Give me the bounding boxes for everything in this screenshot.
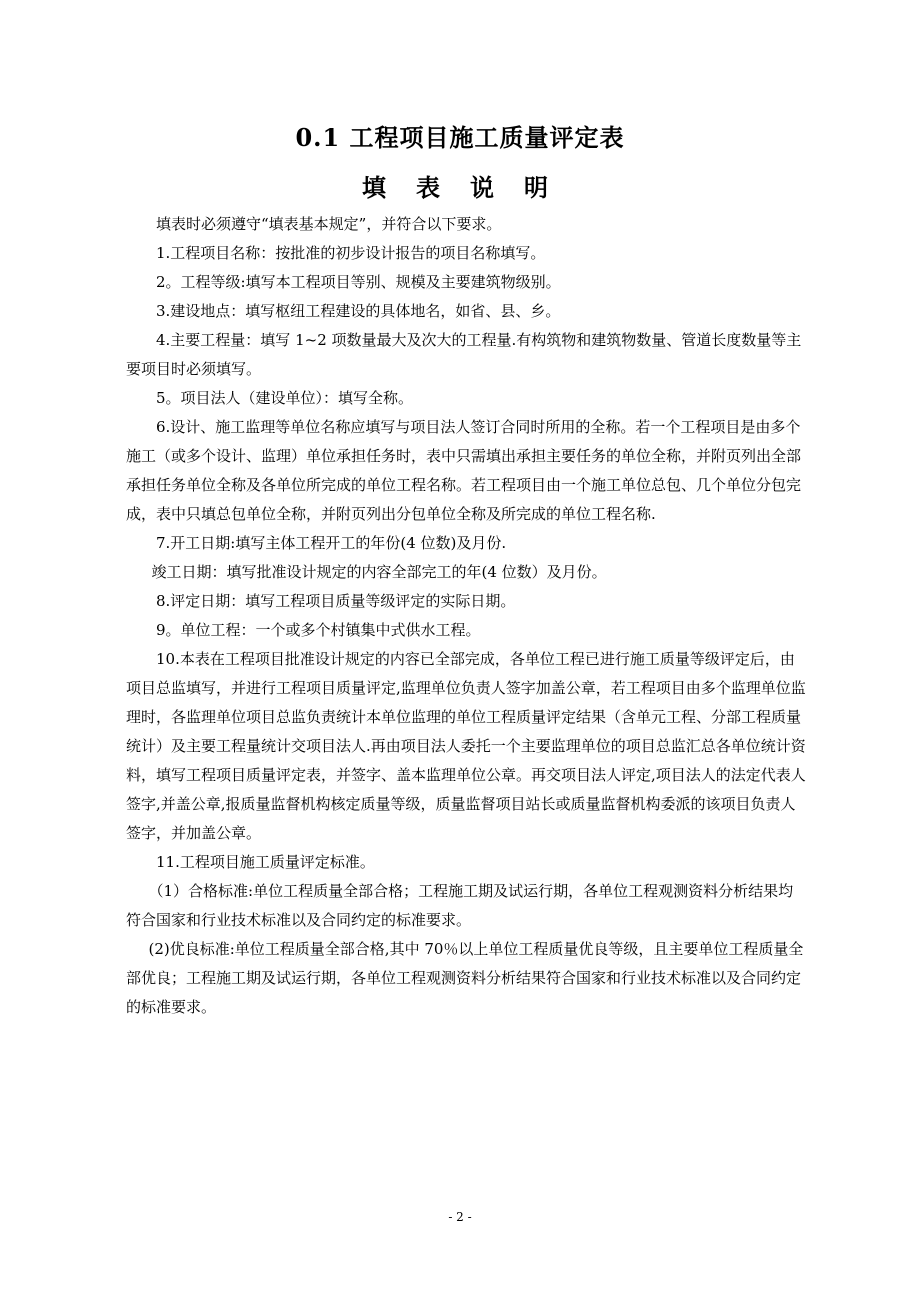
paragraph-11-pass-standard: （1）合格标准:单位工程质量全部合格；工程施工期及试运行期，各单位工程观测资料分析结果均符合国家和行业技术标准以及合同约定的标准要求。	[126, 882, 794, 929]
page-number: - 2 -	[448, 1210, 472, 1224]
instructions-body	[126, 210, 806, 1022]
paragraph-intro: 填表时必须遵守“填表基本规定”，并符合以下要求。	[156, 215, 502, 233]
paragraph-4: 4.主要工程量：填写 1~2 项数量最大及次大的工程量.有构筑物和建筑物数量、管道长度数量等主要项目时必须填写。	[126, 331, 802, 378]
paragraph-8: 8.评定日期：填写工程项目质量等级评定的实际日期。	[156, 592, 516, 610]
page-title: 0.1 工程项目施工质量评定表	[295, 123, 625, 152]
paragraph-6: 6.设计、施工监理等单位名称应填写与项目法人签订合同时所用的全称。若一个工程项目是由多个施工（或多个设计、监理）单位承担任务时，表中只需填出承担主要任务的单位全称，并附页列出全部承担任务单位全称及各单位所完成的单位工程名称。若工程项目由一个施工单位总包、几个单位分包完成，表中只填总包单位全称，并附页列出分包单位全称及所完成的单位工程名称.	[126, 418, 802, 523]
paragraph-5: 5。项目法人（建设单位）：填写全称。	[156, 389, 414, 407]
section-heading: 填表说明	[362, 173, 578, 202]
paragraph-7: 7.开工日期:填写主体工程开工的年份(4 位数)及月份.	[156, 534, 507, 552]
paragraph-7-completion: 竣工日期：填写批准设计规定的内容全部完工的年(4 位数）及月份。	[151, 563, 607, 581]
paragraph-11: 11.工程项目施工质量评定标准。	[156, 853, 375, 871]
paragraph-11-excellent-standard: (2)优良标准:单位工程质量全部合格,其中 70％以上单位工程质量优良等级，且主要单位工程质量全部优良；工程施工期及试运行期，各单位工程观测资料分析结果符合国家和行业技术标准以及合同约定的标准要求。	[126, 940, 804, 1016]
paragraph-2: 2。工程等级:填写本工程项目等别、规模及主要建筑物级别。	[156, 273, 561, 291]
paragraph-9: 9。单位工程：一个或多个村镇集中式供水工程。	[156, 621, 481, 639]
paragraph-10: 10.本表在工程项目批准设计规定的内容已全部完成，各单位工程已进行施工质量等级评定后，由项目总监填写，并进行工程项目质量评定,监理单位负责人签字加盖公章，若工程项目由多个监理单位监理时，各监理单位项目总监负责统计本单位监理的单位工程质量评定结果（含单元工程、分部工程质量统计）及主要工程量统计交项目法人.再由项目法人委托一个主要监理单位的项目总监汇总各单位统计资料，填写工程项目质量评定表，并签字、盖本监理单位公章。再交项目法人评定,项目法人的法定代表人签字,并盖公章,报质量监督机构核定质量等级，质量监督项目站长或质量监督机构委派的该项目负责人签字，并加盖公章。	[126, 650, 806, 842]
paragraph-3: 3.建设地点：填写枢纽工程建设的具体地名，如省、县、乡。	[156, 302, 561, 320]
paragraph-1: 1.工程项目名称：按批准的初步设计报告的项目名称填写。	[156, 244, 546, 262]
